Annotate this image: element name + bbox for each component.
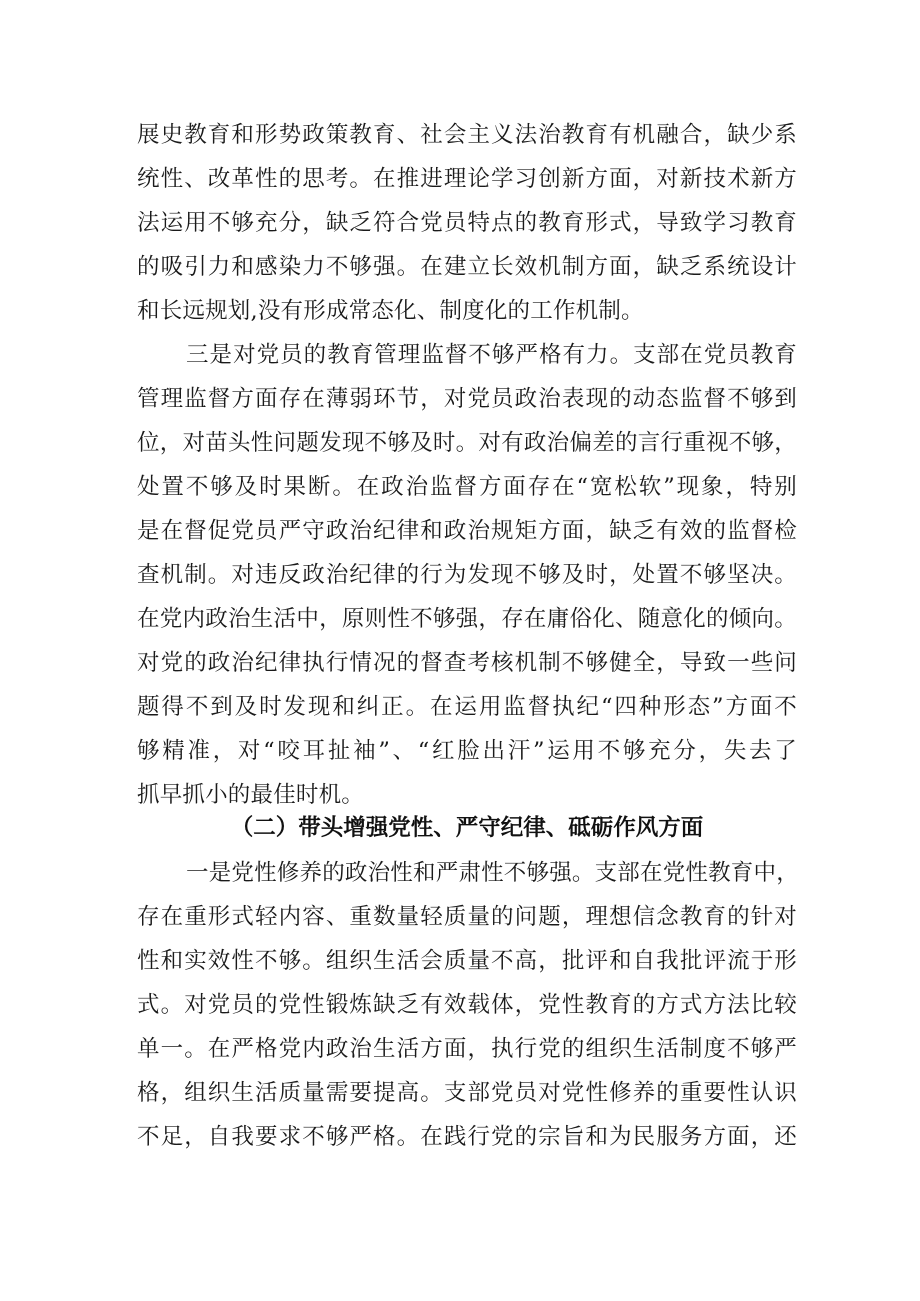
paragraph-3-line-2: 存在重形式轻内容、重数量轻质量的问题，理想信念教育的针对 [137,904,797,930]
paragraph-2-line-10: 够精准，对“咬耳扯袖”、“红脸出汗”运用不够充分，失去了 [137,738,797,764]
paragraph-2-line-2: 管理监督方面存在薄弱环节，对党员政治表现的动态监督不够到 [137,386,797,412]
paragraph-2-line-8: 对党的政治纪律执行情况的督查考核机制不够健全，导致一些问 [137,650,797,676]
paragraph-3-line-3: 性和实效性不够。组织生活会质量不高，批评和自我批评流于形 [137,948,797,974]
paragraph-2-line-7: 在党内政治生活中，原则性不够强，存在庸俗化、随意化的倾向。 [137,606,797,632]
paragraph-1-line-5: 和长远规划,没有形成常态化、制度化的工作机制。 [137,298,644,324]
paragraph-3-line-7: 不足，自我要求不够严格。在践行党的宗旨和为民服务方面，还 [137,1124,797,1150]
paragraph-2-line-11: 抓早抓小的最佳时机。 [137,782,365,808]
paragraph-3-line-5: 单一。在严格党内政治生活方面，执行党的组织生活制度不够严 [137,1036,797,1062]
paragraph-2-line-9: 题得不到及时发现和纠正。在运用监督执纪“四种形态”方面不 [137,694,797,720]
paragraph-3-line-1: 一是党性修养的政治性和严肃性不够强。支部在党性教育中， [186,860,799,886]
paragraph-2-line-1: 三是对党员的教育管理监督不够严格有力。支部在党员教育 [186,342,797,368]
paragraph-3-line-6: 格，组织生活质量需要提高。支部党员对党性修养的重要性认识 [137,1080,797,1106]
paragraph-2-line-3: 位，对苗头性问题发现不够及时。对有政治偏差的言行重视不够， [137,430,797,456]
paragraph-3-line-4: 式。对党员的党性锻炼缺乏有效载体，党性教育的方式方法比较 [137,992,797,1018]
section-heading: （二）带头增强党性、严守纪律、砥砺作风方面 [230,815,704,841]
paragraph-2-line-6: 查机制。对违反政治纪律的行为发现不够及时，处置不够坚决。 [137,562,797,588]
paragraph-2-line-5: 是在督促党员严守政治纪律和政治规矩方面，缺乏有效的监督检 [137,518,797,544]
paragraph-1-line-4: 的吸引力和感染力不够强。在建立长效机制方面，缺乏系统设计 [137,254,797,280]
paragraph-1-line-2: 统性、改革性的思考。在推进理论学习创新方面，对新技术新方 [137,166,797,192]
paragraph-1-line-3: 法运用不够充分，缺乏符合党员特点的教育形式，导致学习教育 [137,210,797,236]
paragraph-1-line-1: 展史教育和形势政策教育、社会主义法治教育有机融合，缺少系 [137,122,797,148]
paragraph-2-line-4: 处置不够及时果断。在政治监督方面存在“宽松软”现象，特别 [137,474,797,500]
